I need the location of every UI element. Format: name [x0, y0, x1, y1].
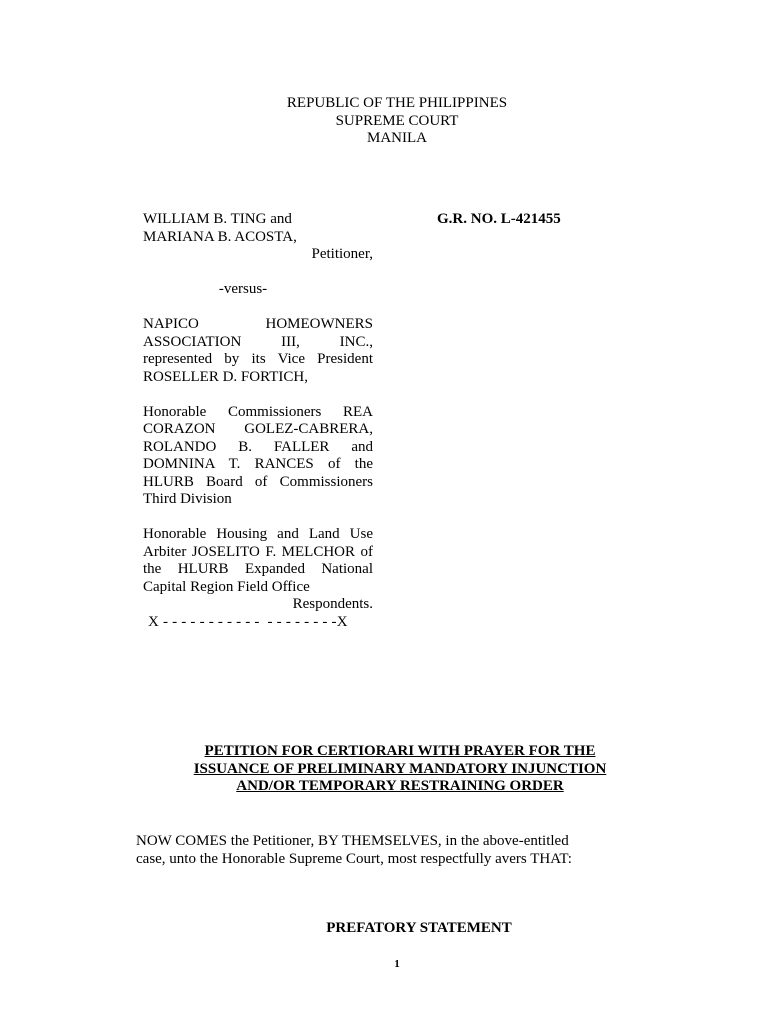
header-supreme-court: SUPREME COURT	[335, 112, 459, 129]
title-line-2: ISSUANCE OF PRELIMINARY MANDATORY INJUNCTION	[193, 760, 607, 777]
respondent-napico: NAPICO HOMEOWNERS ASSOCIATION III, INC., represented by its Vice President ROSELLER D. FORTICH,	[143, 316, 373, 385]
petitioner-name-1: WILLIAM B. TING and	[143, 211, 292, 227]
intro-line-2: case, unto the Honorable Supreme Court, most respectfully avers THAT:	[136, 850, 572, 867]
page-number: 1	[394, 958, 400, 970]
petition-title	[120, 743, 680, 796]
spacer	[143, 386, 373, 404]
versus-label: -versus-	[218, 281, 268, 297]
spacer	[143, 509, 373, 527]
respondent-arbiter: Honorable Housing and Land Use Arbiter JOSELITO F. MELCHOR of the HLURB Expanded National Capital Region Field Office	[143, 526, 373, 595]
case-caption	[143, 211, 373, 631]
court-header	[0, 95, 768, 148]
case-number: G.R. NO. L-421455	[437, 211, 561, 227]
title-line-1: PETITION FOR CERTIORARI WITH PRAYER FOR THE	[204, 743, 596, 759]
caption-divider: X - - - - - - - - - - - - - - - - - - -X	[148, 613, 348, 630]
header-republic: REPUBLIC OF THE PHILIPPINES	[286, 95, 508, 111]
respondents-label: Respondents.	[292, 596, 373, 612]
title-line-3: AND/OR TEMPORARY RESTRAINING ORDER	[236, 778, 564, 794]
intro-line-1: NOW COMES the Petitioner, BY THEMSELVES, in the above-entitled	[136, 833, 569, 849]
header-manila: MANILA	[367, 130, 427, 146]
petitioner-name-2: MARIANA B. ACOSTA,	[143, 228, 297, 245]
respondent-commissioners: Honorable Commissioners REA CORAZON GOLEZ-CABRERA, ROLANDO B. FALLER and DOMNINA T. RANCES of the HLURB Board of Commissioners Third Division	[143, 403, 373, 507]
section-heading: PREFATORY STATEMENT	[326, 920, 512, 936]
petitioner-label: Petitioner,	[311, 246, 373, 262]
intro-paragraph	[136, 833, 661, 868]
